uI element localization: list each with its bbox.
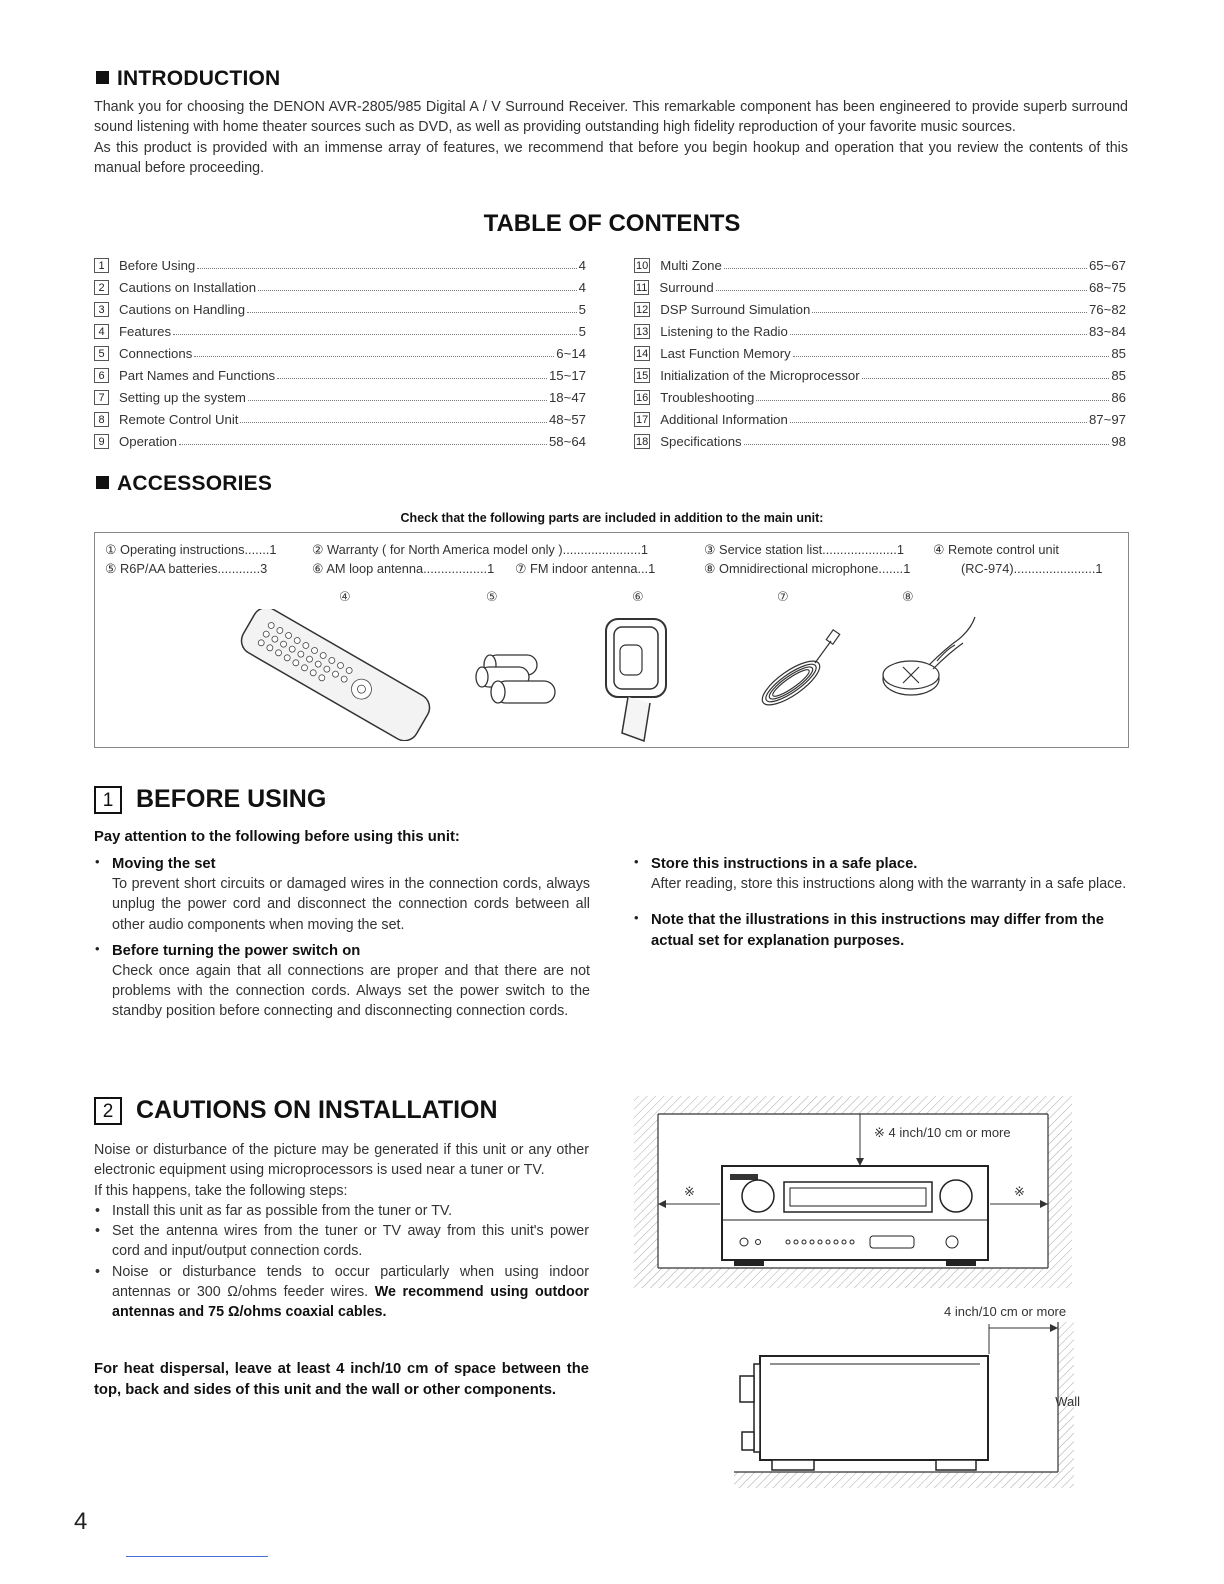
toc-entry-page: 5 — [578, 323, 586, 339]
introduction-text — [94, 97, 1128, 178]
acc-item-3: ③ Service station list.....................1 — [704, 542, 904, 557]
toc-entry-page: 76~82 — [1088, 301, 1126, 317]
before-using-title: BEFORE USING — [136, 785, 327, 813]
acc-item-6: ⑥ AM loop antenna..................1 — [312, 561, 495, 576]
before-using-lead: Pay attention to the following before using this unit: — [94, 829, 460, 845]
toc-dot-leader — [248, 390, 547, 401]
toc-entry-number: 4 — [94, 324, 109, 339]
bullet-text: After reading, store this instructions along with the warranty in a safe place. — [651, 876, 1127, 892]
remote-control-illustration — [235, 609, 435, 741]
toc-entry-label: Initialization of the Microprocessor — [660, 367, 860, 383]
toc-entry — [94, 342, 586, 364]
acc-item-7: ⑦ FM indoor antenna...1 — [515, 561, 656, 576]
toc-dot-leader — [744, 434, 1110, 445]
toc-entry-page: 15~17 — [548, 367, 586, 383]
toc-entry-page: 58~64 — [548, 433, 586, 449]
toc-entry-page: 4 — [578, 279, 586, 295]
bullet-text: Check once again that all connections are proper and that there are not problems with the connection cords. Always set the power switch to the standby position before connecting and disconnecting connection cords. — [112, 962, 590, 1020]
page-number: 4 — [74, 1508, 88, 1535]
toc-entry-number: 3 — [94, 302, 109, 317]
left-clearance-mark: ※ — [684, 1184, 695, 1199]
toc-entry — [634, 298, 1126, 320]
toc-entry-label: Cautions on Installation — [119, 279, 257, 295]
toc-entry-page: 4 — [578, 257, 586, 273]
toc-entry-number: 15 — [636, 369, 649, 382]
toc-entry-label: Troubleshooting — [660, 389, 755, 405]
toc-dot-leader — [197, 258, 576, 269]
toc-entry-page: 18~47 — [548, 389, 586, 405]
am-loop-antenna-illustration — [600, 615, 672, 745]
toc-entry-label: Setting up the system — [119, 389, 246, 405]
toc-entry-number: 6 — [94, 368, 109, 383]
toc-dot-leader — [862, 368, 1110, 379]
bullet-title: Note that the illustrations in this instructions may differ from the actual set for explanation purposes. — [651, 912, 1104, 949]
toc-title: TABLE OF CONTENTS — [483, 210, 741, 237]
toc-entry-number: 13 — [636, 325, 649, 338]
toc-entry-page: 87~97 — [1088, 411, 1126, 427]
acc-item-5: ⑤ R6P/AA batteries............3 — [105, 561, 268, 576]
toc-entry — [634, 430, 1126, 452]
step-1: • Install this unit as far as possible from the tuner or TV. — [95, 1202, 453, 1219]
toc-entry-label: Features — [119, 323, 172, 339]
toc-entry — [634, 408, 1126, 430]
toc-dot-leader — [793, 346, 1110, 357]
toc-dot-leader — [724, 258, 1087, 269]
toc-entry-page: 86 — [1111, 389, 1126, 405]
acc-item-4-model: (RC-974).......................1 — [961, 561, 1103, 576]
toc-entry — [634, 386, 1126, 408]
right-clearance-mark: ※ — [1014, 1184, 1025, 1199]
toc-entry-number: 2 — [94, 280, 109, 295]
bullet-illustrations-note: • Note that the illustrations in this instructions may differ from the actual set for explanation purposes. — [633, 910, 1128, 951]
heat-dispersal-note: For heat dispersal, leave at least 4 inch/10 cm of space between the top, back and sides of this unit and the wall or other components. — [94, 1361, 589, 1398]
toc-entry-number: 16 — [636, 391, 649, 404]
accessories-box — [94, 532, 1129, 748]
toc-entry-page: 68~75 — [1088, 279, 1126, 295]
toc-entry-page: 85 — [1111, 345, 1126, 361]
toc-dot-leader — [194, 346, 554, 357]
marker-batteries: ⑤ — [486, 589, 498, 604]
toc-entry-page: 6~14 — [556, 345, 586, 361]
accessories-check-note: Check that the following parts are included in addition to the main unit: — [400, 511, 824, 525]
toc-entry-number: 1 — [94, 258, 109, 273]
marker-microphone: ⑧ — [902, 589, 914, 604]
toc-entry-page: 85 — [1111, 367, 1126, 383]
toc-dot-leader — [179, 434, 547, 445]
bullet-moving-set: • Moving the set To prevent short circuits or damaged wires in the connection cords, always unplug the power cord and disconnect the connection cords between all other audio components when moving the set. — [94, 854, 590, 935]
toc-dot-leader — [258, 280, 577, 291]
toc-entry — [634, 254, 1126, 276]
back-clearance-label: 4 inch/10 cm or more — [944, 1304, 1067, 1319]
toc-entry-number: 9 — [94, 434, 109, 449]
bullet-title: Before turning the power switch on — [112, 942, 361, 959]
acc-item-4: ④ Remote control unit — [933, 542, 1059, 557]
toc-entry-number: 11 — [636, 281, 648, 294]
toc-entry-label: Listening to the Radio — [660, 323, 788, 339]
cautions-text — [94, 1140, 589, 1323]
toc-entry-number: 12 — [636, 303, 649, 316]
toc-entry — [634, 320, 1126, 342]
cautions-paragraph-2: If this happens, take the following steps: — [94, 1182, 348, 1199]
toc-entry-page: 83~84 — [1088, 323, 1126, 339]
toc-dot-leader — [716, 280, 1087, 291]
toc-entry — [94, 386, 586, 408]
toc-entry-label: Connections — [119, 345, 193, 361]
toc-entry-number: 8 — [94, 412, 109, 427]
toc-entry-label: Remote Control Unit — [119, 411, 239, 427]
step-3: • Noise or disturbance tends to occur particularly when using indoor antennas or 300 Ω/ohms feeder wires. We recommend using outdoor antennas and 75 Ω/ohms coaxial cables. — [95, 1263, 589, 1321]
toc-right-column — [634, 254, 1126, 452]
top-clearance-label: ※ 4 inch/10 cm or more — [874, 1125, 1011, 1140]
toc-entry — [94, 430, 586, 452]
microphone-illustration — [875, 609, 985, 705]
accessories-heading: ACCESSORIES — [96, 472, 272, 496]
toc-dot-leader — [173, 324, 577, 335]
section-number-1: 1 — [94, 786, 122, 814]
installation-diagram — [634, 1092, 1082, 1492]
toc-dot-leader — [240, 412, 546, 423]
acc-item-8: ⑧ Omnidirectional microphone.......1 — [704, 561, 911, 576]
toc-entry — [94, 320, 586, 342]
toc-entry-number: 5 — [94, 346, 109, 361]
toc-dot-leader — [790, 412, 1087, 423]
toc-entry-label: Operation — [119, 433, 177, 449]
toc-entry — [94, 364, 586, 386]
bullet-title: Store this instructions in a safe place. — [651, 856, 918, 872]
toc-entry-label: Surround — [659, 279, 714, 295]
marker-remote: ④ — [339, 589, 351, 604]
toc-entry-page: 98 — [1111, 433, 1126, 449]
intro-paragraph-2: As this product is provided with an immense array of features, we recommend that before you begin hookup and operation that you review the contents of this manual before proceeding. — [94, 139, 1128, 176]
marker-fm-antenna: ⑦ — [777, 589, 789, 604]
toc-entry-label: Additional Information — [660, 411, 788, 427]
toc-entry-page: 48~57 — [548, 411, 586, 427]
toc-entry-number: 10 — [636, 259, 649, 272]
toc-entry — [94, 276, 586, 298]
introduction-heading: INTRODUCTION — [96, 67, 280, 91]
bullet-power-switch: • Before turning the power switch on Check once again that all connections are proper and that there are not problems with the connection cords. Always set the power switch to the standby position before connecting and disconnecting connection cords. — [94, 941, 590, 1022]
toc-entry — [94, 298, 586, 320]
toc-entry-number: 18 — [636, 435, 649, 448]
toc-entry-number: 14 — [636, 347, 649, 360]
footer-rule — [126, 1556, 268, 1557]
fm-indoor-antenna-illustration — [747, 623, 847, 723]
toc-dot-leader — [247, 302, 577, 313]
toc-entry-number: 17 — [636, 413, 649, 426]
toc-entry — [94, 254, 586, 276]
toc-entry — [634, 364, 1126, 386]
acc-item-1: ① Operating instructions.......1 — [105, 542, 277, 557]
batteries-illustration — [465, 651, 565, 709]
toc-entry — [94, 408, 586, 430]
step-2: • Set the antenna wires from the tuner or TV away from this unit's power cord and input/output connection cords. — [95, 1223, 589, 1260]
intro-paragraph-1: Thank you for choosing the DENON AVR-2805/985 Digital A / V Surround Receiver. This remarkable component has been engineered to provide superb surround sound listening with home theater sources such as DVD, as well as providing outstanding high fidelity reproduction of your favorite music sources. — [94, 99, 1128, 136]
toc-entry-page: 5 — [578, 301, 586, 317]
bullet-store-instructions: • Store this instructions in a safe place. After reading, store this instructions along with the warranty in a safe place. — [633, 854, 1128, 894]
before-using-heading — [94, 785, 326, 814]
bullet-text: To prevent short circuits or damaged wires in the connection cords, always unplug the power cord and disconnect the connection cords between all other audio components when moving the set. — [112, 876, 590, 933]
cautions-title: CAUTIONS ON INSTALLATION — [136, 1096, 498, 1124]
toc-entry-label: Last Function Memory — [660, 345, 791, 361]
marker-am-antenna: ⑥ — [632, 589, 644, 604]
toc-dot-leader — [790, 324, 1087, 335]
before-using-right-column — [633, 854, 1128, 951]
wall-label: Wall — [1055, 1394, 1080, 1409]
toc-entry — [634, 276, 1126, 298]
bullet-title: Moving the set — [112, 856, 216, 872]
section-number-2: 2 — [94, 1097, 122, 1125]
toc-entry-page: 65~67 — [1088, 257, 1126, 273]
toc-entry-label: Specifications — [660, 433, 742, 449]
toc-dot-leader — [812, 302, 1087, 313]
before-using-left-column — [94, 854, 590, 1022]
toc-entry-label: Multi Zone — [660, 257, 722, 273]
acc-item-2: ② Warranty ( for North America model only )......................1 — [312, 542, 648, 557]
toc-entry-label: Part Names and Functions — [119, 367, 276, 383]
cautions-heading — [94, 1096, 498, 1125]
toc-entry-label: Cautions on Handling — [119, 301, 246, 317]
toc-dot-leader — [277, 368, 547, 379]
toc-entry-number: 7 — [94, 390, 109, 405]
cautions-paragraph-1: Noise or disturbance of the picture may be generated if this unit or any other electronic equipment using microprocessors is used near a tuner or TV. — [94, 1142, 589, 1179]
toc-entry-label: DSP Surround Simulation — [660, 301, 811, 317]
toc-entry-label: Before Using — [119, 257, 196, 273]
toc-entry — [634, 342, 1126, 364]
toc-dot-leader — [756, 390, 1109, 401]
toc-left-column — [94, 254, 586, 452]
